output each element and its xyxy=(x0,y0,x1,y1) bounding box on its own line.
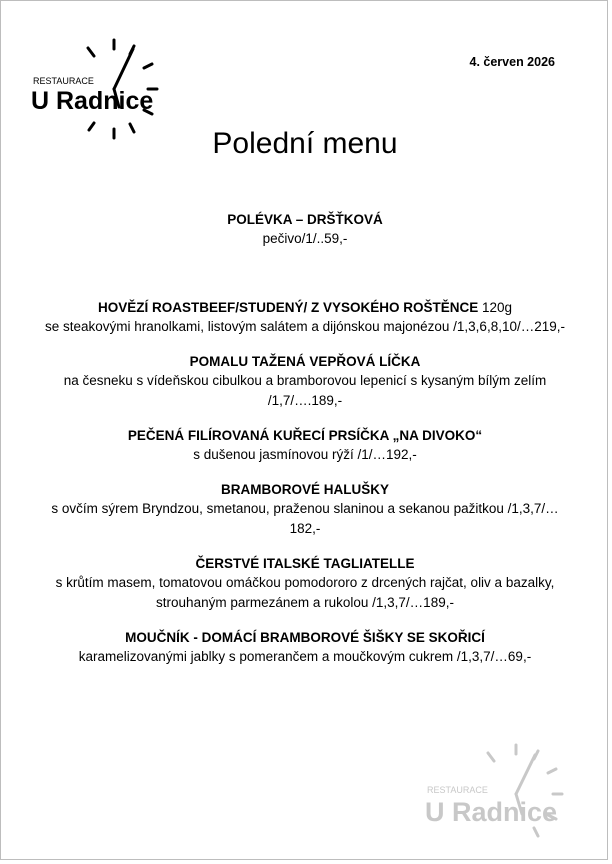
menu-item-desc: pečivo/1/..59,- xyxy=(262,231,348,246)
menu-date: 4. červen 2026 xyxy=(469,55,555,69)
logo-small-text: RESTAURACE xyxy=(33,76,94,86)
menu-item-name: POLÉVKA – DRŠŤKOVÁ xyxy=(227,212,383,227)
menu-item-desc: na česneku s vídeňskou cibulkou a bramborovou lepenicí s kysaným bílým zelím /1,7/….189,- xyxy=(63,373,547,408)
restaurant-logo xyxy=(31,37,167,141)
menu-item xyxy=(21,427,589,465)
menu-item xyxy=(21,481,589,539)
menu-item-desc: se steakovými hranolkami, listovým salátem a dijónskou majonézou /1,3,6,8,10/…219,- xyxy=(44,319,565,334)
menu-item-name: BRAMBOROVÉ HALUŠKY xyxy=(220,482,389,497)
menu-item-desc: s krůtím masem, tomatovou omáčkou pomodororo z drcených rajčat, oliv a bazalky, strouhaným parmezánem a rukolou /1,3,7/…189,- xyxy=(55,575,555,610)
menu-item-name: MOUČNÍK - DOMÁCÍ BRAMBOROVÉ ŠIŠKY SE SKOŘICÍ xyxy=(125,630,485,645)
watermark-small-text: RESTAURACE xyxy=(427,785,488,795)
menu-item xyxy=(21,299,589,337)
clock-logo-icon xyxy=(31,37,167,141)
menu-item-name: ČERSTVÉ ITALSKÉ TAGLIATELLE xyxy=(195,556,415,571)
menu-item-name: POMALU TAŽENÁ VEPŘOVÁ LÍČKA xyxy=(189,354,421,369)
menu-item xyxy=(21,629,589,667)
menu-item xyxy=(21,211,589,249)
page-title: Polední menu xyxy=(212,127,398,160)
menu-item-desc: s dušenou jasmínovou rýží /1/…192,- xyxy=(193,447,417,462)
watermark-big-text: U Radnice xyxy=(425,797,558,827)
menu-item xyxy=(21,353,589,411)
watermark-logo xyxy=(421,741,581,841)
menu-item-desc: karamelizovanými jablky s pomerančem a moučkovým cukrem /1,3,7/…69,- xyxy=(78,649,532,664)
menu-item xyxy=(21,555,589,613)
menu-item-desc: s ovčím sýrem Bryndzou, smetanou, praženou slaninou a sekanou pažitkou /1,3,7/…182,- xyxy=(51,501,559,536)
menu-item-weight: 120g xyxy=(478,300,513,315)
logo-big-text: U Radnice xyxy=(31,87,154,115)
menu-item-name: PEČENÁ FILÍROVANÁ KUŘECÍ PRSÍČKA „NA DIVOKO“ xyxy=(127,428,483,443)
clock-watermark-icon xyxy=(421,741,581,841)
menu-item-name xyxy=(21,299,589,317)
menu-item-name-text: HOVĚZÍ ROASTBEEF/STUDENÝ/ Z VYSOKÉHO ROŠTĚNCE xyxy=(97,300,479,315)
menu-list xyxy=(21,211,589,667)
